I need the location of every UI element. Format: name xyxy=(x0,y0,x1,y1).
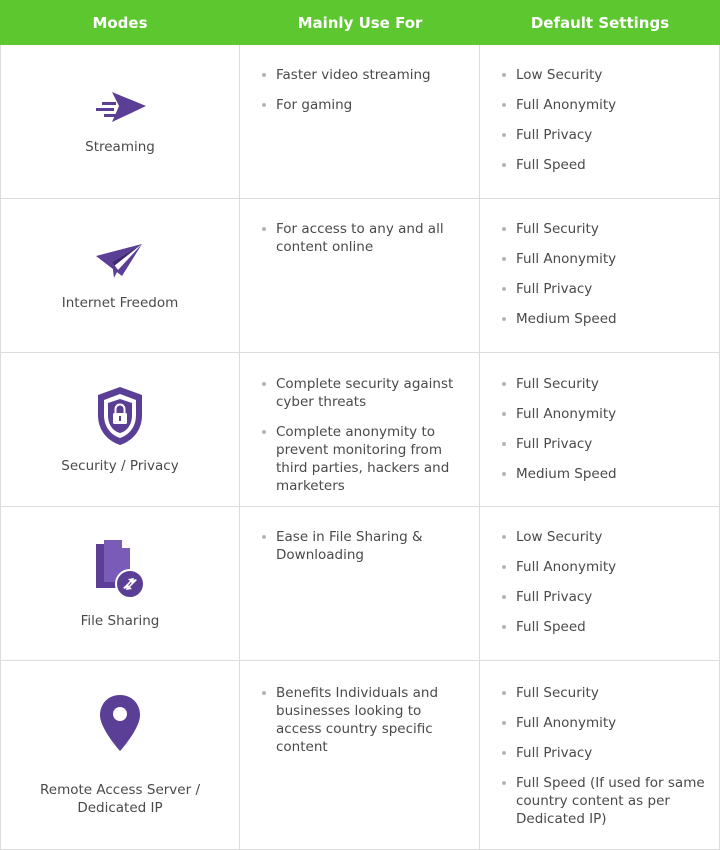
list-item: Full Security xyxy=(480,220,719,238)
use-cell xyxy=(240,353,480,506)
list-item: For gaming xyxy=(240,96,479,114)
header-default-settings: Default Settings xyxy=(530,13,670,32)
list-item: Full Security xyxy=(480,375,719,393)
mode-cell xyxy=(0,199,240,352)
list-item: Medium Speed xyxy=(480,310,719,328)
list-item: Full Speed (If used for same country content as per Dedicated IP) xyxy=(480,774,719,828)
mode-label: Security / Privacy xyxy=(61,457,179,474)
table-row xyxy=(0,507,720,661)
streaming-icon xyxy=(90,88,150,128)
mode-cell xyxy=(0,507,240,660)
header-mainly-use-for: Mainly Use For xyxy=(297,13,423,32)
list-item: Full Speed xyxy=(480,156,719,174)
mode-label: File Sharing xyxy=(80,612,160,629)
table-row xyxy=(0,661,720,850)
mode-cell xyxy=(0,45,240,198)
list-item: Full Privacy xyxy=(480,744,719,762)
table-row xyxy=(0,45,720,199)
mode-label: Internet Freedom xyxy=(61,294,179,311)
map-pin-icon xyxy=(96,693,144,753)
header-modes: Modes xyxy=(92,13,148,32)
list-item: Full Privacy xyxy=(480,126,719,144)
list-item: Full Speed xyxy=(480,618,719,636)
mode-cell xyxy=(0,661,240,849)
mode-label: Remote Access Server / Dedicated IP xyxy=(40,782,200,816)
use-cell xyxy=(240,199,480,352)
list-item: Ease in File Sharing & Downloading xyxy=(240,528,479,564)
list-item: Faster video streaming xyxy=(240,66,479,84)
list-item: Full Security xyxy=(480,684,719,702)
table-row xyxy=(0,199,720,353)
file-sharing-icon xyxy=(90,538,150,602)
list-item: Full Privacy xyxy=(480,435,719,453)
list-item: Full Anonymity xyxy=(480,96,719,114)
list-item: Full Privacy xyxy=(480,588,719,606)
use-cell xyxy=(240,507,480,660)
defaults-cell xyxy=(480,45,720,198)
mode-cell xyxy=(0,353,240,506)
list-item: Complete security against cyber threats xyxy=(240,375,479,411)
use-cell xyxy=(240,661,480,849)
use-cell xyxy=(240,45,480,198)
table-row xyxy=(0,353,720,507)
paper-plane-icon xyxy=(92,240,148,284)
list-item: For access to any and all content online xyxy=(240,220,479,256)
list-item: Full Anonymity xyxy=(480,405,719,423)
defaults-cell xyxy=(480,661,720,849)
list-item: Medium Speed xyxy=(480,465,719,483)
shield-lock-icon xyxy=(96,385,144,447)
mode-label: Streaming xyxy=(85,138,155,155)
list-item: Low Security xyxy=(480,66,719,84)
table-header xyxy=(0,0,720,45)
list-item: Low Security xyxy=(480,528,719,546)
list-item: Complete anonymity to prevent monitoring from third parties, hackers and marketers xyxy=(240,423,479,495)
list-item: Full Privacy xyxy=(480,280,719,298)
list-item: Full Anonymity xyxy=(480,714,719,732)
list-item: Full Anonymity xyxy=(480,558,719,576)
defaults-cell xyxy=(480,199,720,352)
list-item: Benefits Individuals and businesses looking to access country specific content xyxy=(240,684,479,756)
defaults-cell xyxy=(480,353,720,506)
list-item: Full Anonymity xyxy=(480,250,719,268)
defaults-cell xyxy=(480,507,720,660)
